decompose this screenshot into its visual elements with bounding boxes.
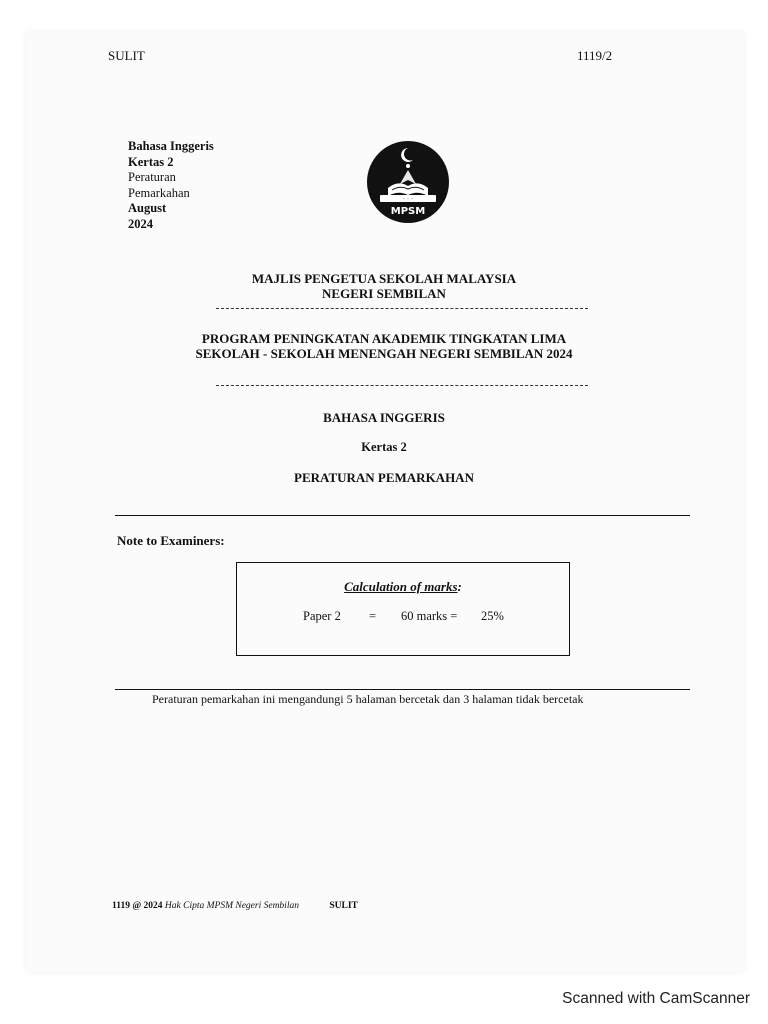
- program-title: [0, 331, 768, 361]
- subject-block: [128, 139, 214, 232]
- council-line2: NEGERI SEMBILAN: [322, 286, 446, 301]
- program-line2: SEKOLAH - SEKOLAH MENENGAH NEGERI SEMBILAN 2024: [195, 346, 573, 361]
- horizontal-rule-top: [115, 515, 690, 516]
- calculation-title: [237, 579, 569, 595]
- mpsm-crest-logo: [366, 140, 450, 224]
- council-name: [0, 271, 768, 301]
- camscanner-watermark: Scanned with CamScanner: [562, 990, 750, 1007]
- subject-block-line1: Bahasa Inggeris: [128, 139, 214, 153]
- subject-block-line6: 2024: [128, 216, 153, 231]
- copyright-line: [112, 901, 358, 911]
- calculation-title-colon: :: [457, 579, 462, 594]
- horizontal-rule-bottom: [115, 689, 690, 690]
- subject-block-line2: Kertas 2: [128, 154, 174, 169]
- dashed-divider-1: [216, 308, 588, 309]
- program-line1: PROGRAM PENINGKATAN AKADEMIK TINGKATAN LIMA: [201, 331, 567, 346]
- page-count-note: Peraturan pemarkahan ini mengandungi 5 halaman bercetak dan 3 halaman tidak bercetak: [152, 692, 584, 706]
- header-paper-code: 1119/2: [577, 48, 613, 63]
- subject-block-line3: Peraturan: [128, 170, 176, 184]
- calculation-title-text: Calculation of marks: [344, 579, 458, 594]
- council-line1: MAJLIS PENGETUA SEKOLAH MALAYSIA: [251, 271, 517, 286]
- calc-marks: 60 marks =: [401, 609, 458, 623]
- paper-title: Kertas 2: [361, 440, 407, 454]
- calc-percent: 25%: [481, 609, 504, 623]
- calc-equals: =: [369, 609, 377, 623]
- subject-title: BAHASA INGGERIS: [323, 410, 445, 425]
- note-to-examiners: Note to Examiners:: [117, 533, 225, 548]
- calculation-box: [236, 562, 570, 656]
- copyright-sulit: SULIT: [329, 901, 358, 911]
- marking-scheme-title: PERATURAN PEMARKAHAN: [294, 470, 474, 485]
- dashed-divider-2: [216, 385, 588, 386]
- copyright-text: Hak Cipta MPSM Negeri Sembilan: [164, 901, 299, 911]
- subject-block-line5: August: [128, 201, 167, 215]
- calc-paper: Paper 2: [303, 609, 341, 623]
- svg-text:·· ·· ··: ·· ·· ··: [402, 196, 414, 202]
- header-classification: SULIT: [108, 48, 145, 63]
- logo-text: MPSM: [390, 206, 426, 217]
- subject-block-line4: Pemarkahan: [128, 185, 190, 200]
- copyright-code: 1119 @ 2024: [112, 901, 163, 911]
